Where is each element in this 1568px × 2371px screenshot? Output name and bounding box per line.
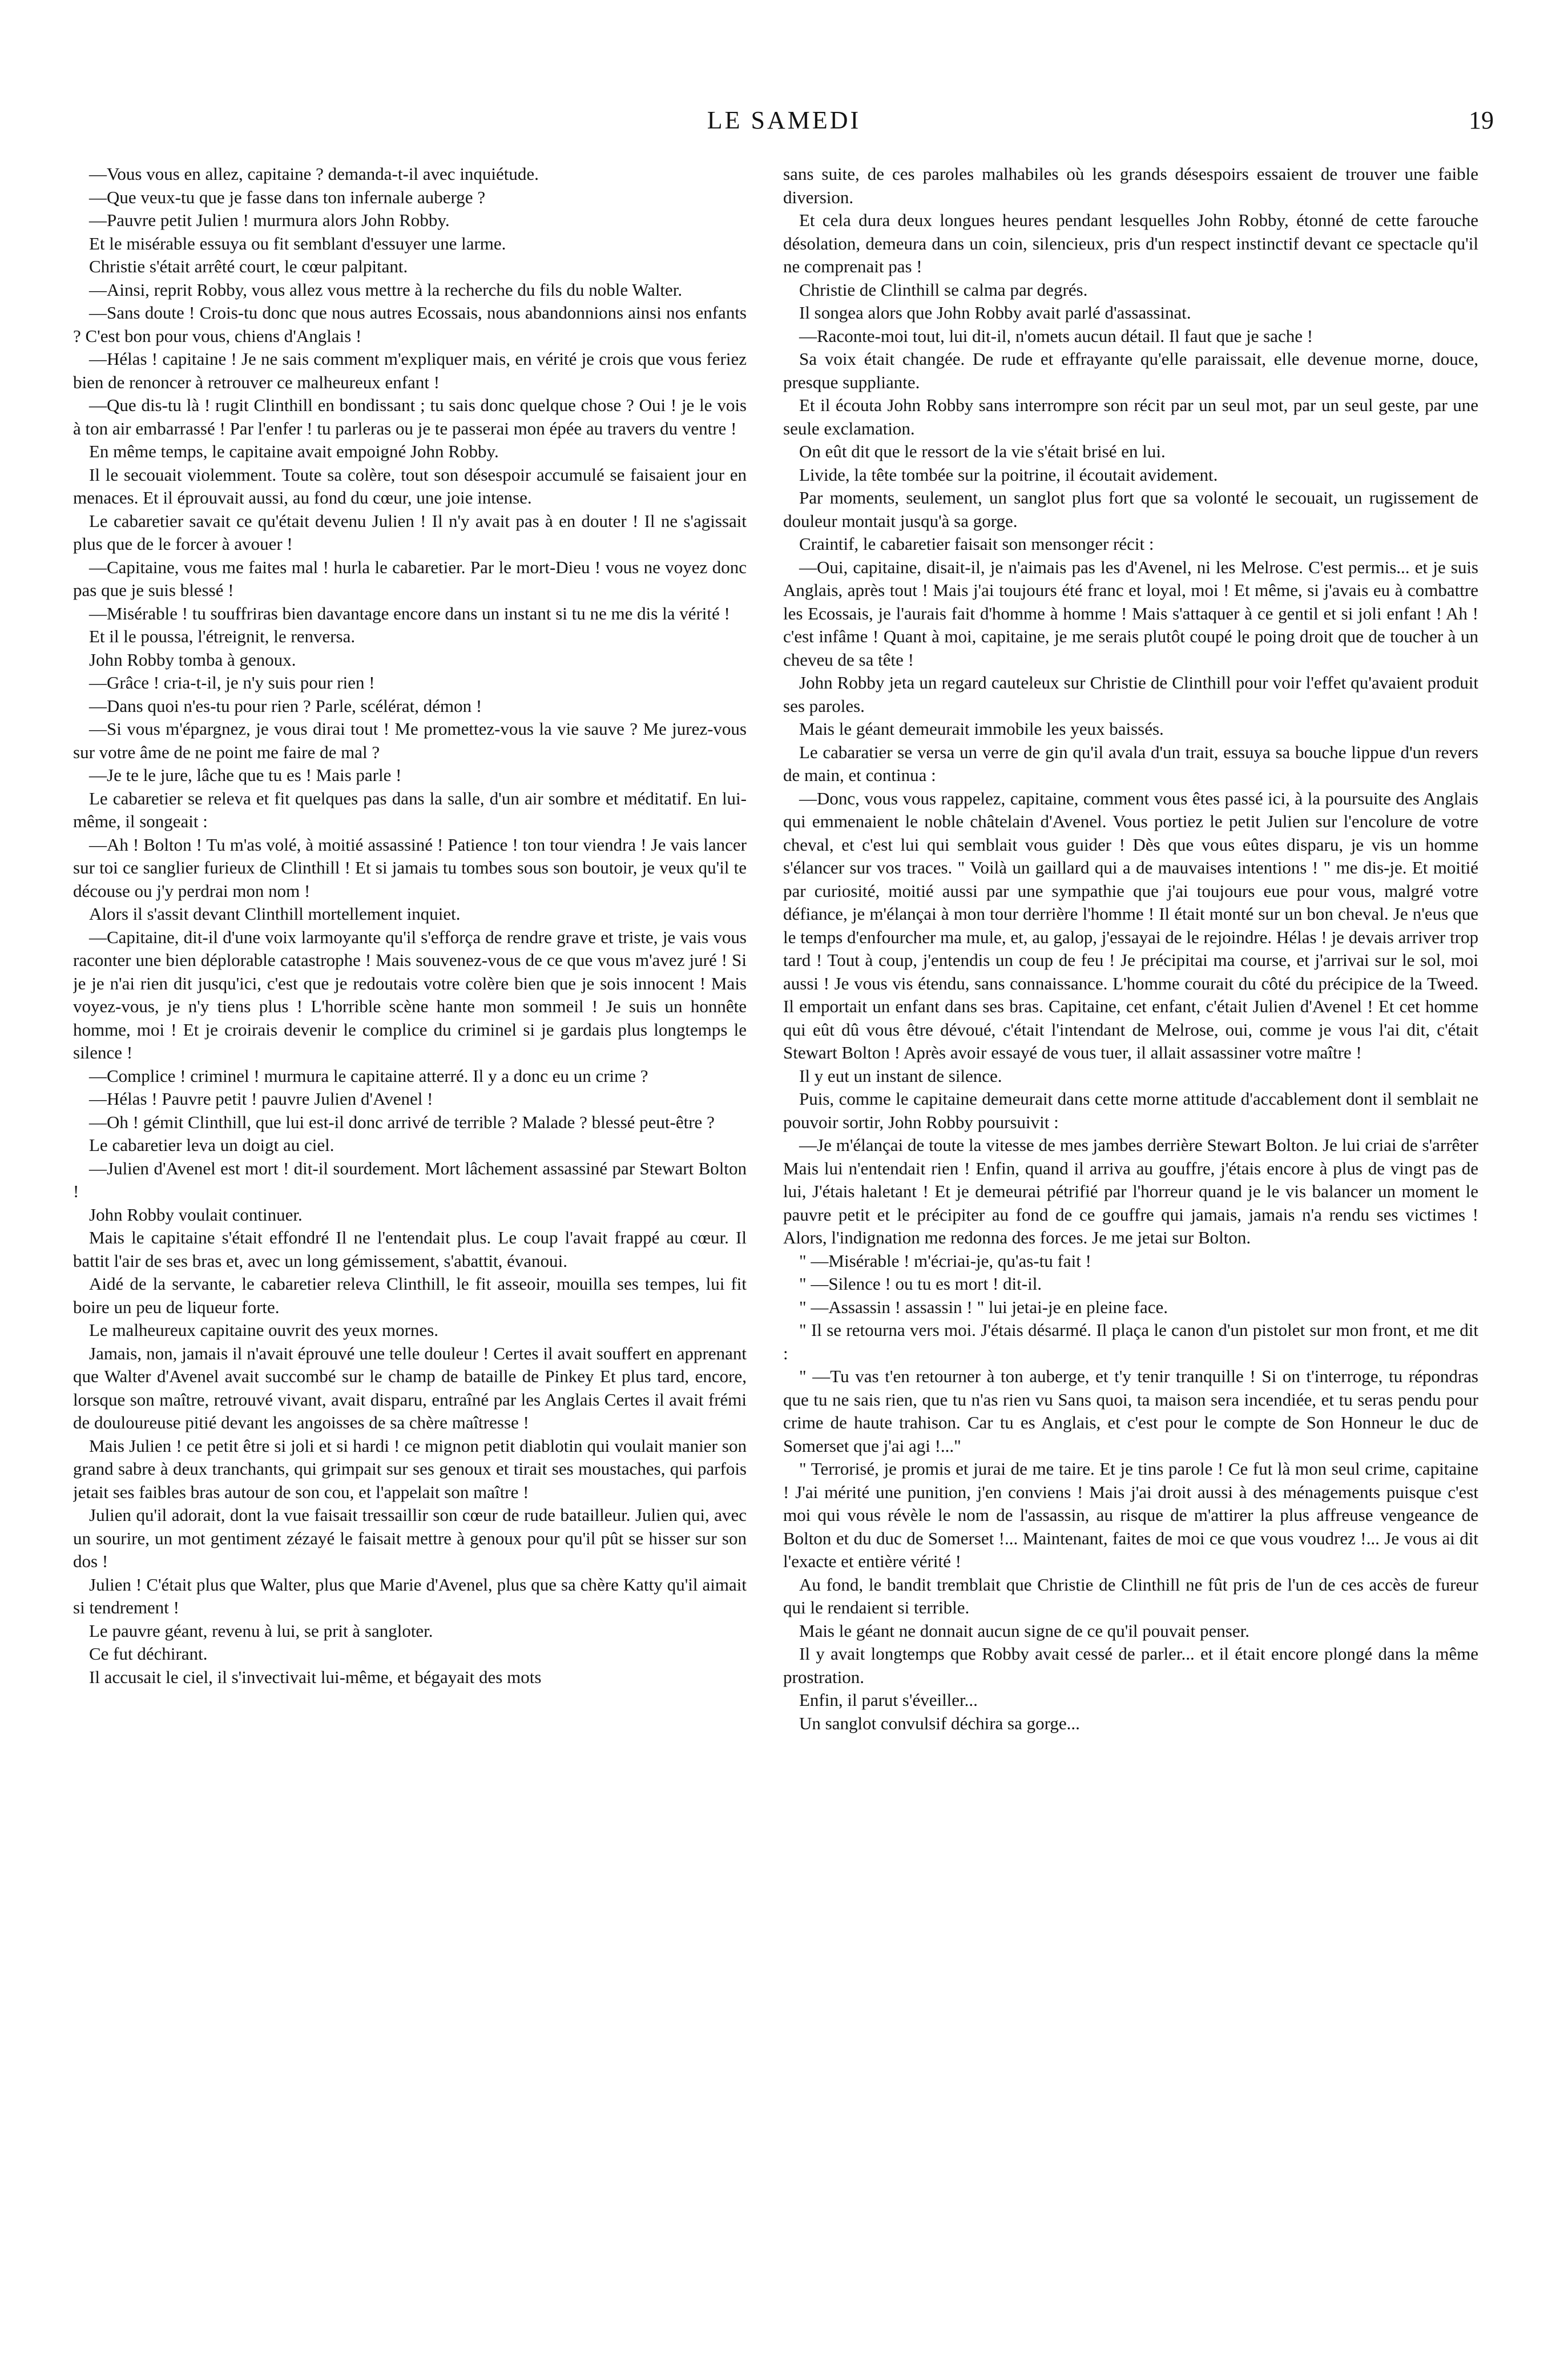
page-header [74,106,1494,146]
paragraph: —Si vous m'épargnez, je vous dirai tout ! Me promettez-vous la vie sauve ? Me jurez-vous sur votre âme de ne point me faire de mal ? [73,719,747,762]
paragraph: Il y avait longtemps que Robby avait cessé de parler... et il était encore plongé dans la même prostration. [783,1644,1478,1687]
text-column-left [73,163,747,2355]
paragraph: —Capitaine, dit-il d'une voix larmoyante qu'il s'efforça de rendre grave et triste, je vais vous raconter une bien déplorable catastrophe ! Mais souvenez-vous de ce que vous m'avez juré ! Si je je n'ai rien dit jusqu'ici, c'est que je redoutais votre colère bien que je sois innocent ! Mais voyez-vous, je n'y tiens plus ! L'horrible scène hante mon sommeil ! Je suis un honnête homme, moi ! Et je croirais devenir le complice du criminel si je gardais plus longtemps le silence ! [73,927,747,1062]
paragraph: —Raconte-moi tout, lui dit-il, n'omets aucun détail. Il faut que je sache ! [799,325,1313,346]
paragraph: Alors il s'assit devant Clinthill mortellement inquiet. [89,904,461,924]
paragraph: Et il le poussa, l'étreignit, le renversa. [89,626,356,646]
paragraph: Mais Julien ! ce petit être si joli et si hardi ! ce mignon petit diablotin qui voulait manier son grand sabre à deux tranchants, qui grimpait sur ses genoux et tirait ses moustaches, qui parfois jetait ses faibles bras autour de son cou, et l'appelait son maître ! [73,1435,747,1502]
paragraph: " Terrorisé, je promis et jurai de me taire. Et je tins parole ! Ce fut là mon seul crime, capitaine ! J'ai mérité une punition, j'en conviens ! Mais j'ai droit aussi à des ménagements puisque c'est moi qui vous révèle le nom de l'assassin, au risque de m'attirer la plus affreuse vengeance de Bolton et du duc de Somerset !... Maintenant, faites de moi ce que vous voudrez !... Je vous ai dit l'exacte et entière vérité ! [783,1459,1478,1571]
paragraph: —Je te le jure, lâche que tu es ! Mais parle ! [89,765,402,785]
paragraph: Mais le capitaine s'était effondré Il ne l'entendait plus. Le coup l'avait frappé au cœur. Il battit l'air de ses bras et, avec un long gémissement, s'abattit, évanoui. [73,1227,747,1271]
paragraph: Enfin, il parut s'éveiller... [799,1690,978,1710]
paragraph: Un sanglot convulsif déchira sa gorge... [799,1713,1080,1733]
paragraph: Julien ! C'était plus que Walter, plus que Marie d'Avenel, plus que sa chère Katty qu'il aimait si tendrement ! [73,1574,747,1617]
paragraph: —Hélas ! capitaine ! Je ne sais comment m'expliquer mais, en vérité je crois que vous feriez bien de renoncer à retrouver ce malheureux enfant ! [73,349,747,392]
paragraph: —Ainsi, reprit Robby, vous allez vous mettre à la recherche du fils du noble Walter. [89,279,683,300]
text-column-right [783,163,1478,2355]
paragraph: John Robby voulait continuer. [89,1204,303,1225]
paragraph: " —Misérable ! m'écriai-je, qu'as-tu fait ! [799,1250,1091,1271]
paragraph: Il le secouait violemment. Toute sa colère, tout son désespoir accumulé se faisaient jour en menaces. Et il éprouvait aussi, au fond du cœur, une joie intense. [73,464,747,508]
paragraph: —Donc, vous vous rappelez, capitaine, comment vous êtes passé ici, à la poursuite des Anglais qui emmenaient le noble châtelain d'Avenel. Vous portiez le petit Julien sur l'encolure de votre cheval, et c'est lui qui semblait vous guider ! Dès que vous eûtes disparu, je vis un homme s'élancer sur vos traces. " Voilà un gaillard qui a de mauvaises intentions ! " me dis-je. Et moitié par curiosité, moitié aussi par une sympathie que j'ai toujours eue pour vous, malgré votre défiance, je m'élançai à mon tour derrière l'homme ! Il était monté sur un bon cheval. Je n'eus que le temps d'enfourcher ma mule, et, au galop, j'essayai de le rejoindre. Hélas ! je devais arriver trop tard ! Tout à coup, j'entendis un coup de feu ! Je précipitai ma course, et j'arrivai sur le sol, moi aussi ! Je vous vis étendu, sans connaissance. L'homme courait du côté du précipice de la Tweed. Il emportait un enfant dans ses bras. Capitaine, cet enfant, c'était Julien d'Avenel ! Et cet homme qui eût dû vous être dévoué, c'était l'intendant de Melrose, oui, comme je vous l'ai dit, c'était Stewart Bolton ! Après avoir essayé de vous tuer, il allait assassiner votre maître ! [783,788,1478,1062]
paragraph: —Que dis-tu là ! rugit Clinthill en bondissant ; tu sais donc quelque chose ? Oui ! je le vois à ton air embarrassé ! Par l'enfer ! tu parleras ou je te passerai mon épée au travers du ventre ! [73,395,747,438]
paragraph: Christie s'était arrêté court, le cœur palpitant. [89,256,408,276]
paragraph: —Vous vous en allez, capitaine ? demanda-t-il avec inquiétude. [89,164,539,184]
paragraph: Craintif, le cabaretier faisait son mensonger récit : [799,534,1154,554]
paragraph: —Sans doute ! Crois-tu donc que nous autres Ecossais, nous abandonnions ainsi nos enfants ? C'est bon pour vous, chiens d'Anglais ! [73,303,747,346]
paragraph: Il y eut un instant de silence. [799,1065,1002,1086]
paragraph: Et le misérable essuya ou fit semblant d'essuyer une larme. [89,233,506,253]
paragraph: —Que veux-tu que je fasse dans ton infernale auberge ? [89,187,486,207]
paragraph: Julien qu'il adorait, dont la vue faisait tressaillir son cœur de rude batailleur. Julien qui, avec un sourire, un mot gentiment zézayé le faisait mettre à genoux pour qu'il pût se hisser sur son dos ! [73,1505,747,1571]
paragraph: " —Silence ! ou tu es mort ! dit-il. [799,1274,1042,1294]
paragraph: Mais le géant demeurait immobile les yeux baissés. [799,719,1164,739]
paragraph: Puis, comme le capitaine demeurait dans cette morne attitude d'accablement dont il semblait ne pouvoir sortir, John Robby poursuivit : [783,1089,1478,1132]
paragraph: —Capitaine, vous me faites mal ! hurla le cabaretier. Par le mort-Dieu ! vous ne voyez donc pas que je suis blessé ! [73,557,747,600]
paragraph: " Il se retourna vers moi. J'étais désarmé. Il plaça le canon d'un pistolet sur mon front, et me dit : [783,1320,1478,1363]
paragraph: On eût dit que le ressort de la vie s'était brisé en lui. [799,441,1166,461]
paragraph: —Oui, capitaine, disait-il, je n'aimais pas les d'Avenel, ni les Melrose. C'est permis... et je suis Anglais, après tout ! Mais j'ai toujours été franc et loyal, moi ! Et même, si j'avais eu à combattre les Ecossais, je l'aurais fait d'homme à homme ! Mais s'attaquer à ce gentil et si joli enfant ! Ah ! c'est infâme ! Quant à moi, capitaine, je me serais plutôt coupé le poing droit que de toucher à un cheveu de sa tête ! [783,557,1478,670]
page-number: 19 [1469,106,1494,134]
paragraph: —Hélas ! Pauvre petit ! pauvre Julien d'Avenel ! [89,1089,433,1109]
paragraph: —Ah ! Bolton ! Tu m'as volé, à moitié assassiné ! Patience ! ton tour viendra ! Je vais lancer sur toi ce sanglier furieux de Clinthill ! Et si jamais tu tombes sous son boutoir, je veux qu'il te découse ou j'y perdrai mon nom ! [73,834,747,901]
paragraph: Il accusait le ciel, il s'invectivait lui-même, et bégayait des mots [89,1666,542,1687]
paragraph: —Grâce ! cria-t-il, je n'y suis pour rien ! [89,673,375,693]
paragraph: Aidé de la servante, le cabaretier releva Clinthill, le fit asseoir, mouilla ses tempes, lui fit boire un peu de liqueur forte. [73,1274,747,1317]
paragraph: Le cabaretier savait ce qu'était devenu Julien ! Il n'y avait pas à en douter ! Il ne s'agissait plus que de le forcer à avouer ! [73,510,747,554]
paragraph: —Je m'élançai de toute la vitesse de mes jambes derrière Stewart Bolton. Je lui criai de s'arrêter Mais lui n'entendait rien ! Enfin, quand il arriva au gouffre, j'étais encore à plus de vingt pas de lui, J'étais haletant ! Et je demeurai pétrifié par l'horreur quand je le vis balancer un moment le pauvre petit et le précipiter au fond de ce gouffre qui jamais, jamais n'a rendu ses victimes ! Alors, l'indignation me redonna des forces. Je me jetai sur Bolton. [783,1135,1478,1247]
paragraph: Et il écouta John Robby sans interrompre son récit par un seul mot, par un seul geste, par une seule exclamation. [783,395,1478,438]
paragraph: Par moments, seulement, un sanglot plus fort que sa volonté le secouait, un rugissement de douleur montait jusqu'à sa gorge. [783,488,1478,531]
paragraph: John Robby jeta un regard cauteleux sur Christie de Clinthill pour voir l'effet qu'avaient produit ses paroles. [783,673,1478,716]
paragraph: Au fond, le bandit tremblait que Christie de Clinthill ne fût pris de l'un de ces accès de fureur qui le rendaient si terrible. [783,1574,1478,1617]
paragraph: John Robby tomba à genoux. [89,649,296,670]
paragraph: Livide, la tête tombée sur la poitrine, il écoutait avidement. [799,464,1218,485]
paragraph: Jamais, non, jamais il n'avait éprouvé une telle douleur ! Certes il avait souffert en apprenant que Walter d'Avenel avait succombé sur le champ de bataille de Pinkey Et plus tard, encore, lorsque son maître, retrouvé vivant, avait disparu, entraîné par les Anglais Certes il avait frémi de douloureuse pitié devant les angoisses de sa chère maîtresse ! [73,1343,747,1432]
paragraph: Le cabaretier se releva et fit quelques pas dans la salle, d'un air sombre et méditatif. En lui-même, il songeait : [73,788,747,831]
paragraph: Le malheureux capitaine ouvrit des yeux mornes. [89,1320,439,1340]
paragraph: sans suite, de ces paroles malhabiles où les grands désespoirs essaient de trouver une faible diversion. [783,164,1478,207]
paragraph: Christie de Clinthill se calma par degrés. [799,279,1088,300]
paragraph: Le cabaretier leva un doigt au ciel. [89,1135,334,1155]
paragraph: —Complice ! criminel ! murmura le capitaine atterré. Il y a donc eu un crime ? [89,1065,648,1086]
paragraph: —Dans quoi n'es-tu pour rien ? Parle, scélérat, démon ! [89,695,482,716]
paragraph: —Pauvre petit Julien ! murmura alors John Robby. [89,210,450,230]
paragraph: Mais le géant ne donnait aucun signe de ce qu'il pouvait penser. [799,1620,1249,1641]
paragraph: " —Tu vas t'en retourner à ton auberge, et t'y tenir tranquille ! Si on t'interroge, tu répondras que tu ne sais rien, que tu n'as rien vu Sans quoi, ta maison sera incendiée, et tu seras pendu pour crime de haute trahison. Car tu es Anglais, et c'est pour le compte de Son Honneur le duc de Somerset que j'ai agi !..." [783,1366,1478,1456]
paragraph: Il songea alors que John Robby avait parlé d'assassinat. [799,303,1191,323]
paragraph: —Misérable ! tu souffriras bien davantage encore dans un instant si tu ne me dis la vérité ! [89,603,730,623]
paragraph: " —Assassin ! assassin ! " lui jetai-je en pleine face. [799,1297,1168,1317]
paragraph: Et cela dura deux longues heures pendant lesquelles John Robby, étonné de cette farouche désolation, demeura dans un coin, silencieux, pris d'un respect instinctif devant ce spectacle qu'il ne comprenait pas ! [783,210,1478,276]
running-title: LE SAMEDI [707,106,861,134]
paragraph: —Oh ! gémit Clinthill, que lui est-il donc arrivé de terrible ? Malade ? blessé peut-être ? [89,1112,715,1132]
paragraph: En même temps, le capitaine avait empoigné John Robby. [89,441,499,461]
paragraph: Le cabaratier se versa un verre de gin qu'il avala d'un trait, essuya sa bouche lippue d'un revers de main, et continua : [783,742,1478,785]
paragraph: Ce fut déchirant. [89,1644,208,1664]
paragraph: Le pauvre géant, revenu à lui, se prit à sangloter. [89,1620,433,1641]
paragraph: —Julien d'Avenel est mort ! dit-il sourdement. Mort lâchement assassiné par Stewart Bolton ! [73,1158,747,1201]
paragraph: Sa voix était changée. De rude et effrayante qu'elle paraissait, elle devenue morne, douce, presque suppliante. [783,349,1478,392]
